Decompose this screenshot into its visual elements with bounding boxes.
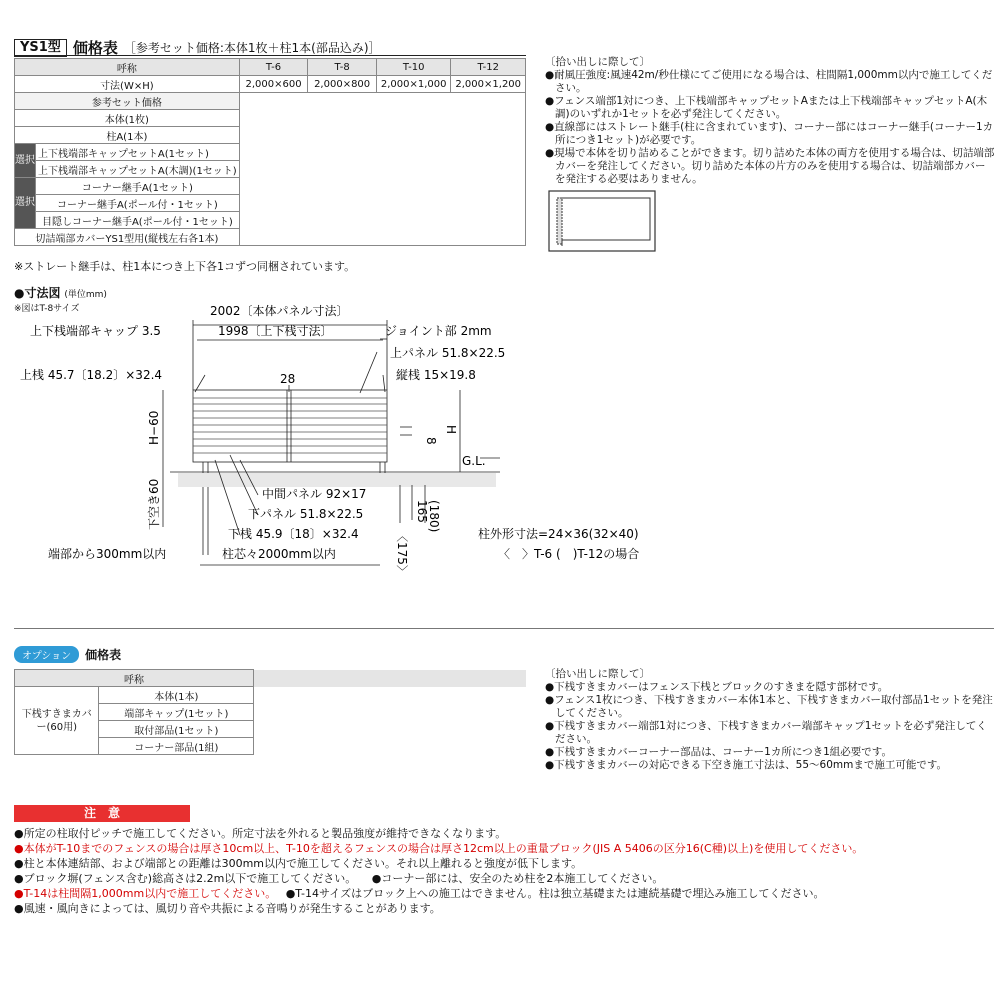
option-item: 本体(1本) <box>99 687 254 704</box>
size-header: T-6 <box>239 59 308 76</box>
table-row <box>15 687 527 704</box>
option-title: 価格表 <box>85 648 122 662</box>
fence-dimension-drawing <box>0 295 720 585</box>
pickup-notes <box>545 56 995 186</box>
dim-vbar: 縦桟 15×19.8 <box>396 368 476 382</box>
size-header: T-8 <box>308 59 377 76</box>
select-badge: 選択 <box>15 178 36 229</box>
table-footnote: ※ストレート継手は、柱1本につき上下各1コずつ同梱されています。 <box>14 260 356 273</box>
option-notes-title: 〔拾い出しに際して〕 <box>545 668 650 680</box>
row-label: コーナー継手A(ポール付・1セット) <box>36 195 240 212</box>
caution-corner: ●コーナー部には、安全のため柱を2本施工してください。 <box>371 872 664 885</box>
option-note-item: ●フェンス1枚につき、下桟すきまカバー本体1本と、下桟すきまカバー取付部品1セットを発注してください。 <box>545 694 993 719</box>
dim-180: (180) <box>427 500 441 533</box>
dim-rail-width: 1998〔上下桟寸法〕 <box>218 324 333 338</box>
caution-t14-pitch: ●T-14は柱間隔1,000mm以内で施工してください。 <box>14 887 277 900</box>
dim-165: 165 <box>415 500 429 523</box>
caution-bar: 注 意 <box>14 805 190 822</box>
note-item: ●フェンス端部1対につき、上下桟端部キャップセットAまたは上下桟端部キャップセットA(木調)のいずれか1セットを必ず発注してください。 <box>545 95 988 120</box>
dim-upper-panel: 上パネル 51.8×22.5 <box>390 346 506 360</box>
caution-line <box>14 871 994 886</box>
option-note-item: ●下桟すきまカバーコーナー部品は、コーナー1カ所につき1組必要です。 <box>545 746 892 758</box>
option-note-item: ●下桟すきまカバー端部1対につき、下桟すきまカバー端部キャップ1セットを必ず発注してください。 <box>545 720 987 745</box>
option-item: 端部キャップ(1セット) <box>99 704 254 721</box>
option-note-item: ●下桟すきまカバーはフェンス下桟とブロックのすきまを隠す部材です。 <box>545 681 889 693</box>
table-row <box>15 59 526 76</box>
dim-note: ※図はT-8サイズ <box>14 304 80 314</box>
dim-pitch: 柱芯々2000mm以内 <box>222 547 336 561</box>
dim-edge: 端部から300mm以内 <box>48 547 167 561</box>
dim-cap: 上下桟端部キャップ 3.5 <box>30 324 161 338</box>
dim-h: H <box>444 425 458 435</box>
note-item: ●耐風圧強度:風速42m/秒仕様にてご使用になる場合は、柱間隔1,000mm以内で施工してください。 <box>545 69 993 94</box>
option-item: コーナー部品(1組) <box>99 738 254 755</box>
name-header: 呼称 <box>15 59 240 76</box>
dim-under60: 下空き60 <box>147 478 161 530</box>
price-subtitle: ［参考セット価格:本体1枚＋柱1本(部品込み)］ <box>123 41 381 55</box>
row-label: 参考セット価格 <box>15 93 240 110</box>
row-label: 本体(1枚) <box>15 110 240 127</box>
dim-label: 寸法(W×H) <box>15 76 240 93</box>
option-note-item: ●下桟すきまカバーの対応できる下空き施工寸法は、55〜60mmまで施工可能です。 <box>545 759 947 771</box>
row-label: コーナー継手A(1セット) <box>36 178 240 195</box>
dim-cell: 2,000×1,200 <box>451 76 526 93</box>
dim-cell: 2,000×1,000 <box>376 76 451 93</box>
row-label: 切詰端部カバーYS1型用(縦桟左右各1本) <box>15 229 240 246</box>
note-item: ●直線部にはストレート継手(柱に含まれています)、コーナー部にはコーナー継手(コーナー1カ所につき1セット)が必要です。 <box>545 121 994 146</box>
dim-28: 28 <box>280 372 296 386</box>
table-row <box>15 76 526 93</box>
option-group: 下桟すきまカバー(60用) <box>15 687 99 755</box>
notes-title: 〔拾い出しに際して〕 <box>545 56 650 68</box>
price-table <box>14 58 526 246</box>
caution-line: ●柱と本体連結部、および端部との距離は300mm以内で施工してください。それ以上離れると強度が低下します。 <box>14 857 583 870</box>
section-divider <box>14 628 994 629</box>
dim-8: 8 <box>424 437 438 445</box>
row-label: 上下桟端部キャップセットA(木調)(1セット) <box>36 161 240 178</box>
note-item: ●現場で本体を切り詰めることができます。切り詰めた本体の両方を使用する場合は、切詰端部カバーを発注してください。切り詰めた本体の片方のみを使用する場合は、切詰端部カバーを発注する必要はありません。 <box>545 147 995 185</box>
dim-lower-rail: 下桟 45.9〔18〕×32.4 <box>228 527 359 541</box>
dim-h60: H−60 <box>147 410 161 445</box>
option-item: 取付部品(1セット) <box>99 721 254 738</box>
caution-block-height: ●ブロック塀(フェンス含む)総高さは2.2m以下で施工してください。 <box>14 872 357 885</box>
table-row <box>15 93 526 110</box>
row-label: 上下桟端部キャップセットA(1セット) <box>36 144 240 161</box>
size-header: T-10 <box>376 59 451 76</box>
caution-line <box>14 886 994 901</box>
row-label: 柱A(1本) <box>15 127 240 144</box>
option-badge: オプション <box>14 646 79 663</box>
model-tag: YS1型 <box>14 39 67 57</box>
option-header <box>14 646 121 663</box>
price-title: 価格表 <box>72 39 118 57</box>
dim-mid-panel: 中間パネル 92×17 <box>262 487 367 501</box>
caution-notes <box>14 826 994 916</box>
option-notes <box>545 668 995 772</box>
row-label: 目隠しコーナー継手A(ポール付・1セット) <box>36 212 240 229</box>
header-rule <box>14 55 526 56</box>
post-size: 柱外形寸法=24×36(32×40) <box>478 527 639 541</box>
post-note: 〈 〉T-6 ( )T-12の場合 <box>498 547 640 561</box>
dim-cell: 2,000×800 <box>308 76 377 93</box>
option-table <box>14 669 526 755</box>
dim-panel-width: 2002〔本体パネル寸法〕 <box>210 304 349 318</box>
dim-gl: G.L. <box>462 454 486 468</box>
caution-line: ●所定の柱取付ピッチで施工してください。所定寸法を外れると製品強度が維持できなくなります。 <box>14 827 507 840</box>
dim-unit: (単位mm) <box>64 290 107 300</box>
dim-title: ●寸法図 <box>14 286 61 300</box>
option-name-header: 呼称 <box>15 670 254 687</box>
caution-line-red: ●本体がT-10までのフェンスの場合は厚さ10cm以上、T-10を超えるフェンスの場合は厚さ12cm以上の重量ブロック(JIS A 5406の区分16(C種)以上)を使用してください。 <box>14 842 864 855</box>
dim-upper-rail: 上桟 45.7〔18.2〕×32.4 <box>20 368 163 382</box>
caution-line: ●風速・風向きによっては、風切り音や共振による音鳴りが発生することがあります。 <box>14 902 441 915</box>
caution-t14-base: ●T-14サイズはブロック上への施工はできません。柱は独立基礎または連続基礎で埋込み施工してください。 <box>285 887 825 900</box>
select-badge: 選択 <box>15 144 36 178</box>
dim-175: 〈175〉 <box>395 530 409 577</box>
dim-cell: 2,000×600 <box>239 76 308 93</box>
size-header: T-12 <box>451 59 526 76</box>
table-row <box>15 670 527 687</box>
price-blank-area <box>239 93 525 246</box>
dim-lower-panel: 下パネル 51.8×22.5 <box>248 507 364 521</box>
cut-cover-illustration <box>548 190 658 254</box>
dim-joint: ジョイント部 2mm <box>385 324 492 338</box>
